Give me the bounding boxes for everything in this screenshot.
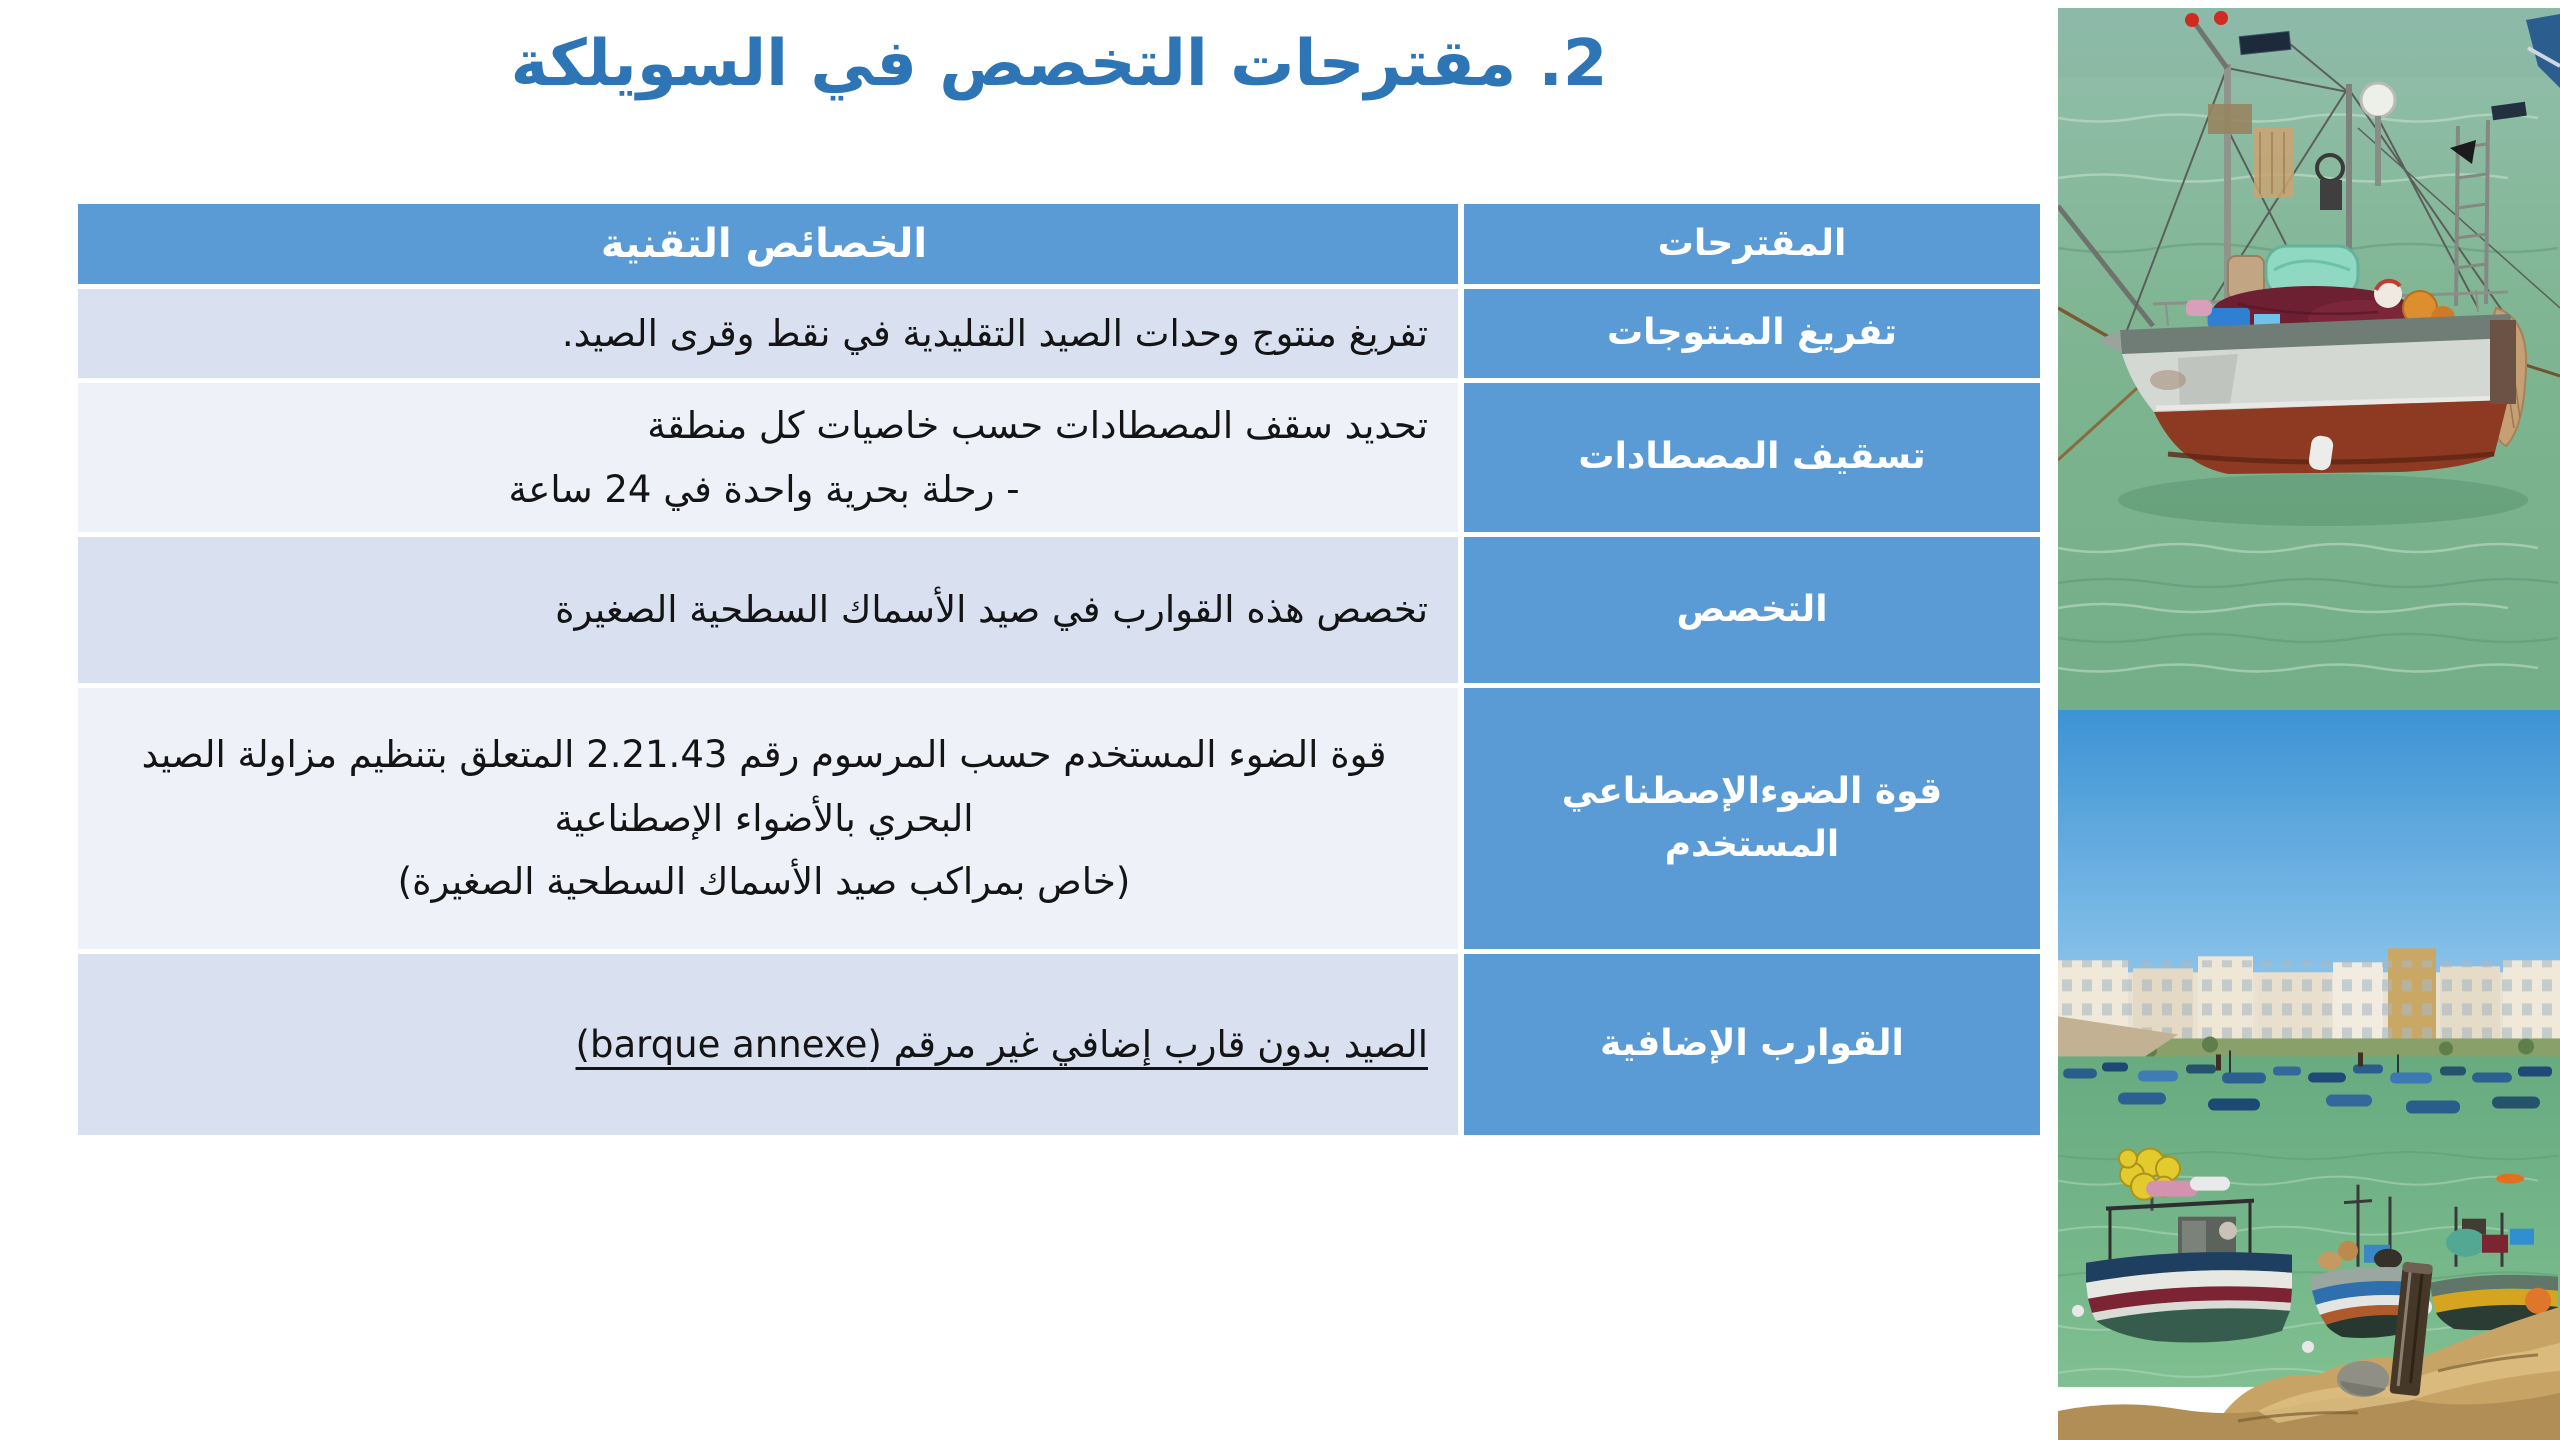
proposal-cell [1464, 289, 2040, 378]
proposal-cell [1464, 537, 2040, 683]
harbor-illustration [2058, 710, 2560, 1440]
characteristics-text: قوة الضوء المستخدم حسب المرسوم رقم 2.21.43 المتعلق بتنظيم مزاولة الصيد البحري بالأضواء الإصطناعية [141, 733, 1387, 840]
table-row [78, 289, 2040, 378]
characteristics-cell [78, 537, 1458, 683]
proposal-cell [1464, 954, 2040, 1135]
characteristics-text: تحديد سقف المصطادات حسب خاصيات كل منطقة [647, 403, 1428, 447]
photo-harbor-boats [2058, 710, 2560, 1440]
characteristics-text: تفريغ منتوج وحدات الصيد التقليدية في نقط وقرى الصيد. [561, 311, 1428, 355]
proposal-cell [1464, 383, 2040, 532]
characteristics-cell [78, 954, 1458, 1135]
characteristics-cell [78, 688, 1458, 949]
proposal-label: تفريغ المنتوجات [1606, 312, 1898, 354]
slide-title: 2. مقترحات التخصص في السويلكة [510, 27, 1608, 101]
table-row [78, 954, 2040, 1135]
header-cell-proposals [1464, 204, 2040, 284]
radar-dome [2361, 83, 2395, 117]
proposal-label: قوة الضوءالإصطناعي المستخدم [1561, 771, 1943, 865]
header-characteristics-label: الخصائص التقنية [600, 220, 928, 267]
proposal-cell [1464, 688, 2040, 949]
characteristics-text: الصيد بدون قارب إضافي غير مرقم (barque annexe) [575, 1022, 1428, 1066]
proposals-table [78, 204, 2040, 1135]
table-row [78, 688, 2040, 949]
proposal-label: القوارب الإضافية [1600, 1023, 1904, 1065]
characteristics-text: - رحلة بحرية واحدة في 24 ساعة [508, 467, 1020, 511]
photo-fishing-boat [2058, 8, 2560, 710]
characteristics-cell [78, 289, 1458, 378]
proposal-label: تسقيف المصطادات [1578, 436, 1926, 478]
characteristics-cell [78, 383, 1458, 532]
characteristics-text: (خاص بمراكب صيد الأسماك السطحية الصغيرة) [397, 860, 1131, 904]
characteristics-text: تخصص هذه القوارب في صيد الأسماك السطحية الصغيرة [555, 588, 1428, 632]
table-header-row [78, 204, 2040, 284]
proposal-label: التخصص [1676, 588, 1828, 630]
fishing-boat-illustration [2058, 8, 2560, 710]
table-row [78, 383, 2040, 532]
header-cell-characteristics [78, 204, 1458, 284]
table-row [78, 537, 2040, 683]
header-proposals-label: المقترحات [1657, 222, 1847, 264]
